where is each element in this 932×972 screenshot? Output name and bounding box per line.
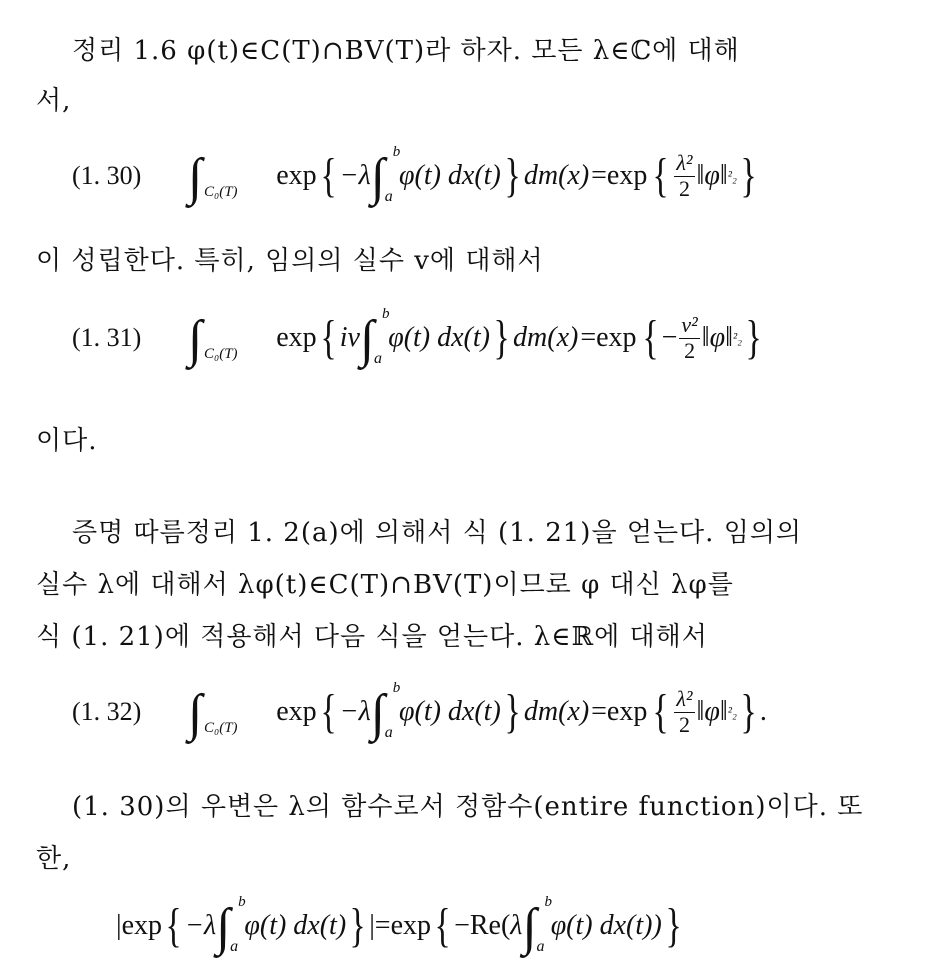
right-brace: }	[740, 685, 757, 738]
right-brace: }	[740, 149, 757, 202]
measure: dm(x)	[523, 696, 590, 727]
norm: ‖φ‖²₂	[696, 696, 737, 727]
inner-integral-sign: ∫ b a	[370, 680, 401, 742]
lhs-inner: iv	[339, 322, 360, 353]
re-part: −Re(λ	[454, 910, 523, 941]
equation-1-30	[72, 144, 760, 206]
text-after-1-30: 이 성립한다. 특히, 임의의 실수 v에 대해서	[36, 246, 544, 276]
norm: ‖φ‖²₂	[701, 322, 743, 353]
integral-sign: ∫ C₀(T)	[188, 311, 238, 368]
measure: dm(x)	[513, 322, 579, 353]
exp-text: exp	[276, 160, 317, 191]
inner-integral-sign: ∫ b a	[370, 144, 401, 206]
equals: =exp	[580, 322, 637, 353]
proof-line-2: 실수 λ에 대해서 λφ(t)∈C(T)∩BV(T)이므로 φ 대신 λφ를	[36, 570, 734, 600]
integrand: φ(t) dx(t)	[388, 322, 490, 353]
measure: dm(x)	[523, 160, 590, 191]
minus: −	[661, 322, 678, 353]
right-brace: }	[493, 311, 510, 364]
equals: =exp	[591, 696, 648, 727]
proof-line-1: 증명 따름정리 1. 2(a)에 의해서 식 (1. 21)을 얻는다. 임의의	[72, 518, 803, 548]
proof-line-3: 식 (1. 21)에 적용해서 다음 식을 얻는다. λ∈ℝ에 대해서	[36, 622, 708, 652]
integral-sign: ∫ C₀(T)	[188, 149, 238, 206]
fraction: $\frac{\text{v²}}{2}$	[681, 312, 698, 363]
theorem-line-1: 정리 1.6 φ(t)∈C(T)∩BV(T)라 하자. 모든 λ∈ℂ에 대해	[72, 36, 740, 66]
period: .	[759, 696, 767, 727]
integrand: φ(t) dx(t)	[244, 910, 347, 941]
fraction: $\frac{\text{λ²}}{2}$	[676, 686, 693, 737]
left-brace: {	[320, 149, 337, 202]
fraction: $\frac{\text{λ²}}{2}$	[676, 150, 693, 201]
right-brace: }	[745, 311, 762, 364]
integrand: φ(t) dx(t))	[550, 910, 662, 941]
theorem-line-2: 서,	[36, 86, 72, 116]
integral-sign: ∫ C₀(T)	[188, 685, 238, 742]
left-brace: {	[165, 899, 182, 952]
equation-number: (1. 31)	[72, 323, 142, 352]
equation-number: (1. 32)	[72, 697, 142, 726]
exp-text: exp	[276, 322, 317, 353]
right-brace: }	[349, 899, 366, 952]
left-brace: {	[652, 149, 669, 202]
abs-right: |=exp	[369, 910, 432, 941]
inner-integral-sign: ∫ b a	[522, 894, 552, 956]
left-brace: {	[320, 685, 337, 738]
equation-number: (1. 30)	[72, 161, 142, 190]
text-after-1-31: 이다.	[36, 426, 98, 456]
norm: ‖φ‖²₂	[696, 160, 737, 191]
lhs-inner: −λ	[339, 160, 371, 191]
para-line-1: (1. 30)의 우변은 λ의 함수로서 정함수(entire function)이다. 또	[72, 792, 864, 822]
exp-text: exp	[276, 696, 317, 727]
left-brace: {	[642, 311, 659, 364]
equation-1-31	[72, 306, 765, 368]
integrand: φ(t) dx(t)	[399, 160, 501, 191]
equals: =exp	[591, 160, 648, 191]
abs-left: |exp	[116, 910, 163, 941]
equation-1-32	[72, 680, 767, 742]
left-brace: {	[434, 899, 451, 952]
right-brace: }	[504, 685, 521, 738]
inner-integral-sign: ∫ b a	[359, 306, 390, 368]
final-equation	[116, 894, 685, 956]
left-brace: {	[320, 311, 337, 364]
right-brace: }	[504, 149, 521, 202]
right-brace: }	[665, 899, 682, 952]
inner-integral-sign: ∫ b a	[216, 894, 246, 956]
left-brace: {	[652, 685, 669, 738]
integrand: φ(t) dx(t)	[399, 696, 501, 727]
neg-lambda: −λ	[185, 910, 217, 941]
lhs-inner: −λ	[339, 696, 371, 727]
para-line-2: 한,	[36, 844, 72, 874]
